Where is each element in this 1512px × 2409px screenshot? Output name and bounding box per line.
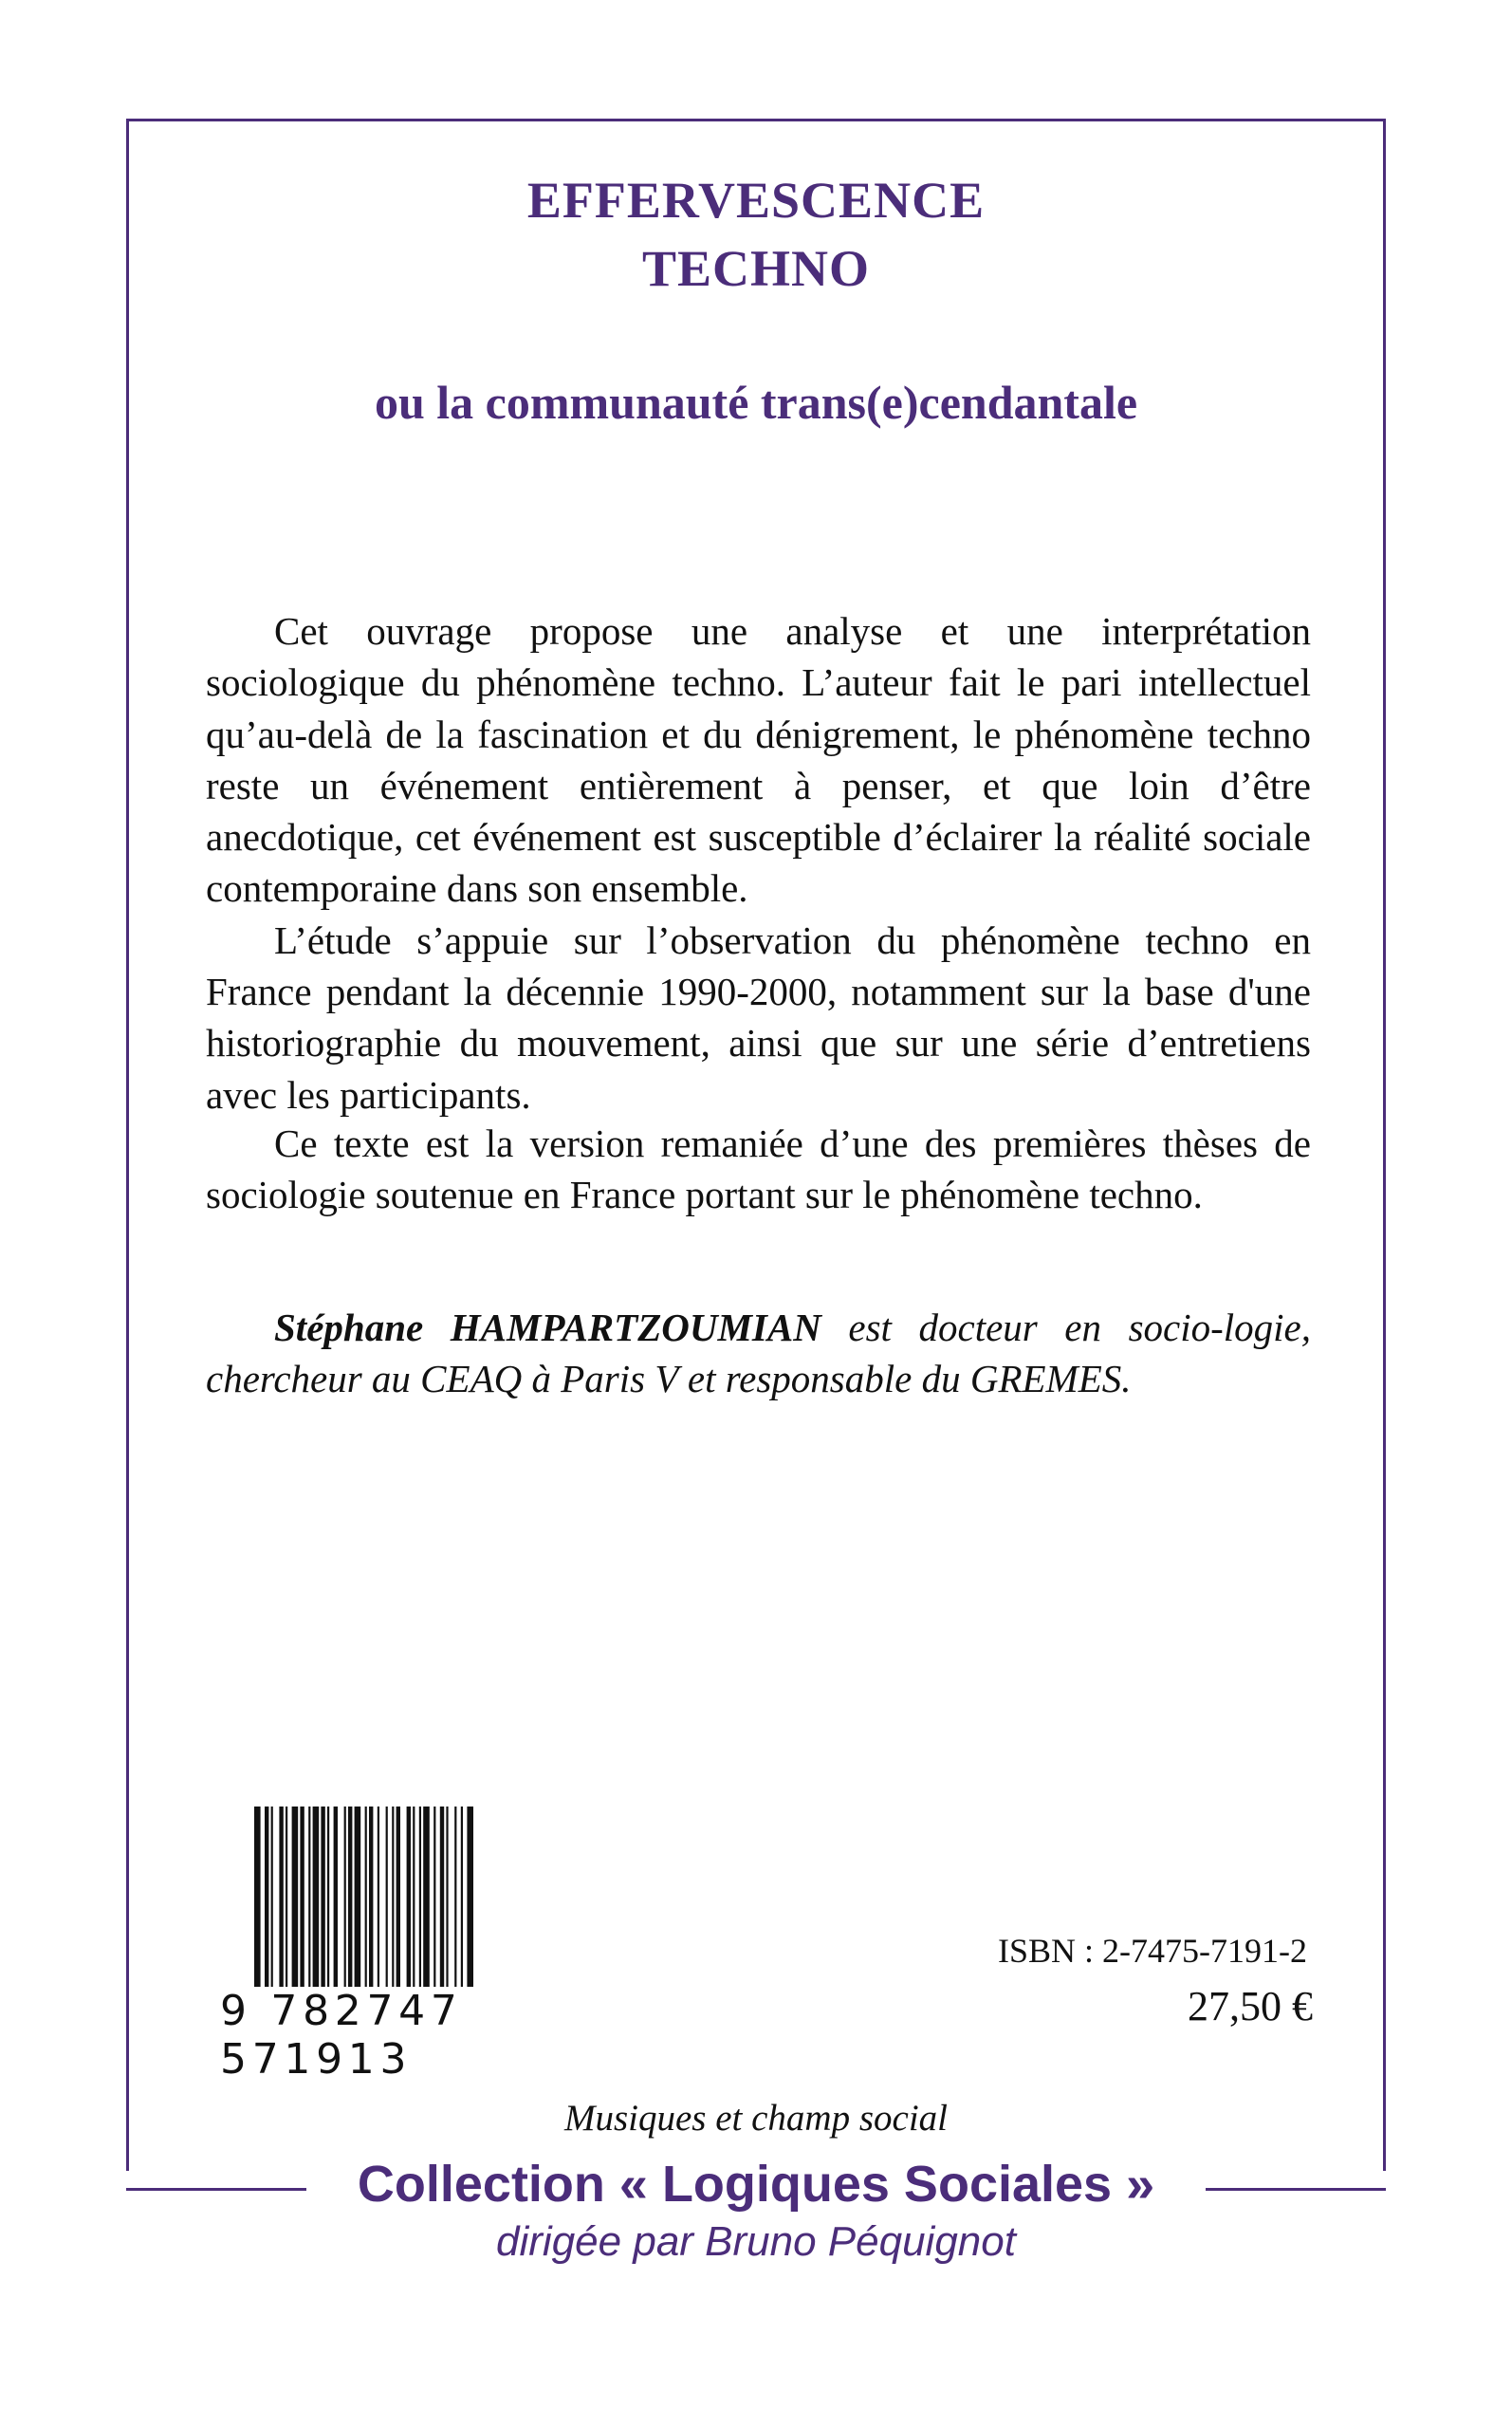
isbn: ISBN : 2-7475-7191-2	[998, 1932, 1307, 1970]
collection-director: dirigée par Bruno Péquignot	[496, 2218, 1016, 2265]
author-paragraph	[206, 1302, 1311, 1405]
summary-paragraph-3: Ce texte est la version remaniée d’une des premières thèses de sociologie soutenue en France portant sur le phénomène techno.	[206, 1121, 1311, 1217]
summary-paragraph-1: Cet ouvrage propose une analyse et une interprétation sociologique du phénomène techno. L’auteur fait le pari intellectuel qu’au-delà de la fascination et du dénigrement, le phénomène techno reste un événement entièrement à penser, et que loin d’être anecdotique, cet événement est susceptible d’éclairer la réalité sociale contemporaine dans son ensemble.	[206, 609, 1311, 911]
summary-paragraph-2: L’étude s’appuie sur l’observation du phénomène techno en France pendant la décennie 1990-2000, notamment sur la base d'une historiographie du mouvement, ainsi que sur une série d’entretiens avec les participants.	[206, 917, 1311, 1117]
book-title-line-1: EFFERVESCENCE	[526, 172, 986, 229]
collection-row	[126, 2155, 1386, 2221]
book-subtitle: ou la communauté trans(e)cendantale	[374, 376, 1138, 429]
barcode-number: 9 782747 571913	[220, 1987, 463, 2084]
series-name: Musiques et champ social	[563, 2098, 948, 2139]
author-bio: est docteur en socio-logie, chercheur au CEAQ à Paris V et responsable du GREMES.	[206, 1306, 1311, 1401]
book-title-line-2: TECHNO	[641, 240, 871, 297]
author-note	[206, 1302, 1311, 1405]
summary-block	[206, 605, 1311, 1121]
author-name: Stéphane HAMPARTZOUMIAN	[274, 1306, 821, 1349]
price: 27,50 €	[1188, 1983, 1313, 2029]
thesis-note	[206, 1118, 1311, 1221]
collection-title: Collection « Logiques Sociales »	[357, 2156, 1155, 2213]
